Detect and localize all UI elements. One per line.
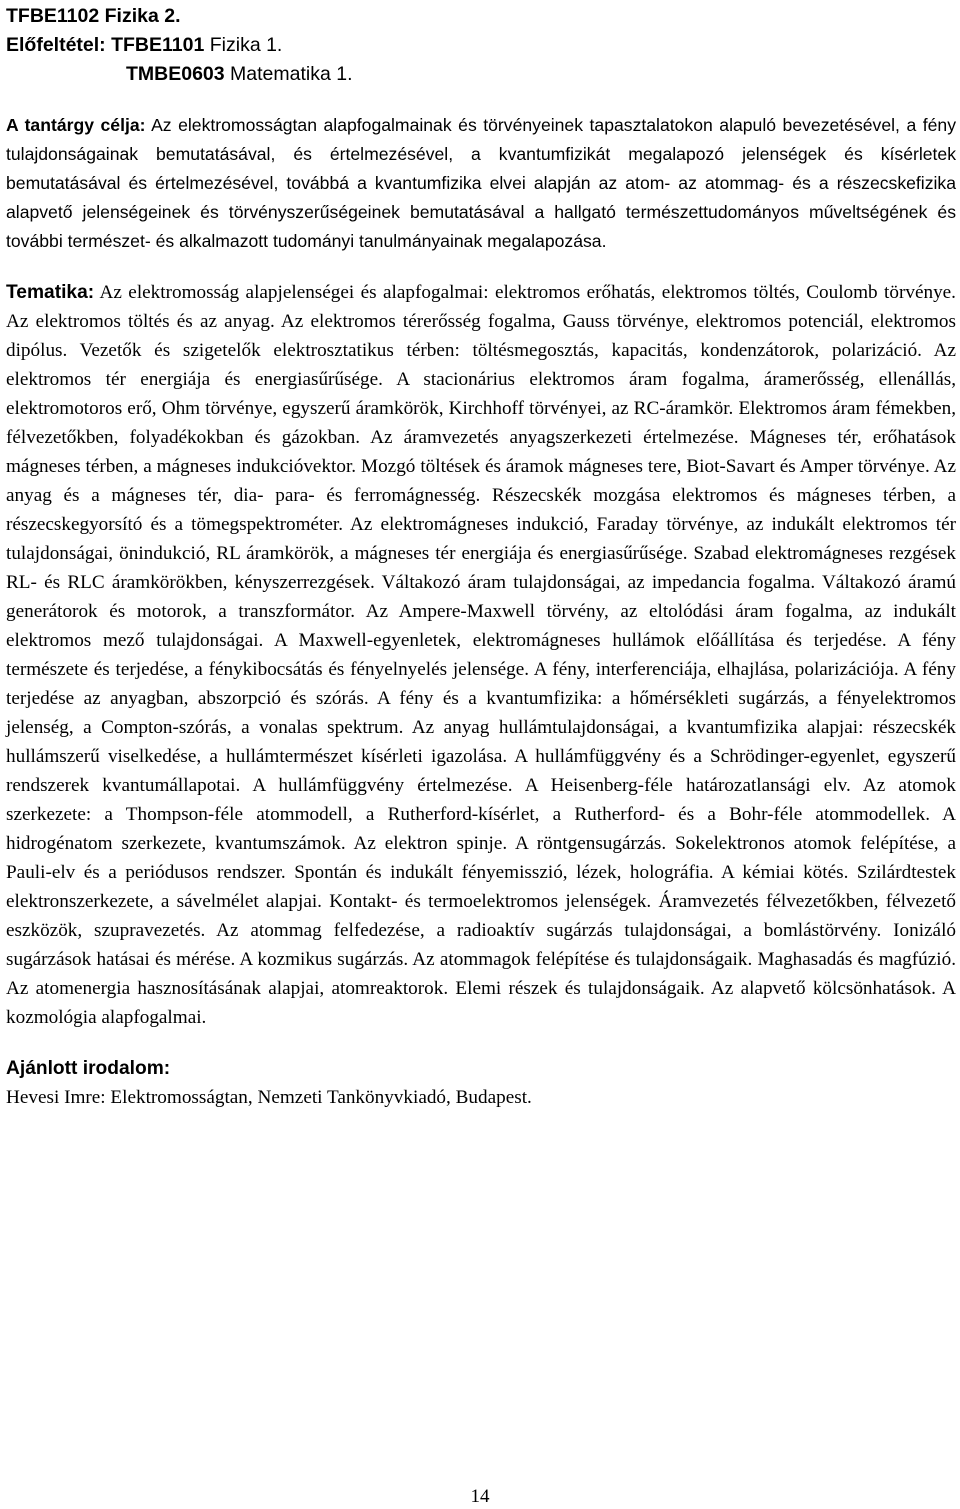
course-aim-text: Az elektromosságtan alapfogalmainak és törvényeinek tapasztalatokon alapuló bevezetésével, a fény tulajdonságainak bemutatásával, és értelmezésével, a kvantumfizikát megalapozó jelenségek és kísérletek bemutatásával és értelmezésével, továbbá a kvantumfizika elvei alapján az atom- az atommag- és a részecskefizika alapvető jelenségeinek és törvényszerűségeinek bemutatásával a hallgató természettudományos műveltségének és további természet- és alkalmazott tudományi tanulmányainak megalapozása. (6, 115, 957, 251)
literature-section (6, 1054, 956, 1112)
course-code: TFBE1102 (6, 5, 100, 27)
prerequisite-1-name: Fizika 1. (209, 34, 283, 56)
page-number: 14 (470, 1486, 490, 1507)
prerequisite-label: Előfeltétel: (6, 34, 106, 56)
prerequisite-line-1 (6, 31, 956, 60)
literature-label: Ajánlott irodalom: (6, 1058, 171, 1079)
course-aim-section (6, 111, 956, 256)
topics-label: Tematika: (6, 282, 95, 303)
prerequisite-line-2 (6, 60, 956, 89)
course-title-line (6, 2, 956, 31)
course-header (6, 2, 956, 89)
document-page (6, 0, 956, 1112)
topics-section (6, 278, 956, 1032)
prerequisite-1-code: TFBE1101 (111, 34, 205, 56)
course-name: Fizika 2. (104, 5, 181, 27)
prerequisite-2-name: Matematika 1. (230, 63, 353, 85)
topics-text: Az elektromosság alapjelenségei és alapfogalmai: elektromos erőhatás, elektromos töltés, Coulomb törvénye. Az elektromos töltés és az anyag. Az elektromos térerősség fogalma, Gauss törvénye, elektromos potenciál, elektromos dipólus. Vezetők és szigetelők elektrosztatikus térben: töltésmegosztás, kapacitás, kondenzátorok, polarizáció. Az elektromos tér energiája és energiasűrűsége. A stacionárius elektromos áram fogalma, áramerősség, ellenállás, elektromotoros erő, Ohm törvénye, egyszerű áramkörök, Kirchhoff törvényei, az RC-áramkör. Elektromos áram fémekben, félvezetőkben, folyadékokban és gázokban. Az áramvezetés anyagszerkezeti értelmezése. Mágneses tér, erőhatások mágneses térben, a mágneses indukcióvektor. Mozgó töltések és áramok mágneses tere, Biot-Savart és Amper törvénye. Az anyag és a mágneses tér, dia- para- és ferromágnesség. Részecskék mozgása elektromos és mágneses térben, a részecskegyorsító és a tömegspektrométer. Az elektromágneses indukció, Faraday törvénye, az indukált elektromos tér tulajdonságai, önindukció, RL áramkörök, a mágneses tér energiája és energiasűrűsége. Szabad elektromágneses rezgések RL- és RLC áramkörökben, kényszerrezgések. Váltakozó áram tulajdonságai, az impedancia fogalma. Váltakozó áramú generátorok és motorok, a transzformátor. Az Ampere-Maxwell törvény, az eltolódási áram fogalma, az indukált elektromos mező tulajdonságai. A Maxwell-egyenletek, elektromágneses hullámok előállítása és terjedése. A fény természete és terjedése, a fénykibocsátás és fényelnyelés jelensége. A fény, interferenciája, elhajlása, polarizációja. A fény terjedése az anyagban, abszorpció és szórás. A fény és a kvantumfizika: a hőmérsékleti sugárzás, a fényelektromos jelenség, a Compton-szórás, a vonalas spektrum. Az anyag hullámtulajdonságai, a kvantumfizika alapjai: részecskék hullámszerű viselkedése, a hullámtermészet kísérleti igazolása. A hullámfüggvény és a Schrödinger-egyenlet, egyszerű rendszerek kvantumállapotai. A hullámfüggvény értelmezése. A Heisenberg-féle határozatlansági elv. Az atomok szerkezete: a Thompson-féle atommodell, a Rutherford-kísérlet, a Rutherford- és a Bohr-féle atommodellek. A hidrogénatom szerkezete, kvantumszámok. Az elektron spinje. A röntgensugárzás. Sokelektronos atomok felépítése, a Pauli-elv és a periódusos rendszer. Spontán és indukált fényemisszió, lézek, holográfia. A kémiai kötés. Szilárdtestek elektronszerkezete, a sávelmélet alapjai. Kontakt- és termoelektromos jelenségek. Áramvezetés félvezetőkben, félvezető eszközök, szupravezetés. Az atommag felfedezése, a radioaktív sugárzás tulajdonságai, a bomlástörvény. Ionizáló sugárzások hatásai és mérése. A kozmikus sugárzás. Az atommagok felépítése és tulajdonságaik. Maghasadás és magfúzió. Az atomenergia hasznosításának alapjai, atomreaktorok. Elemi részek és tulajdonságaik. Az alapvető kölcsönhatások. A kozmológia alapfogalmai. (6, 282, 956, 1028)
literature-text: Hevesi Imre: Elektromosságtan, Nemzeti Tankönyvkiadó, Budapest. (6, 1087, 532, 1108)
course-aim-label: A tantárgy célja: (6, 115, 146, 135)
prerequisite-2-code: TMBE0603 (126, 63, 225, 85)
